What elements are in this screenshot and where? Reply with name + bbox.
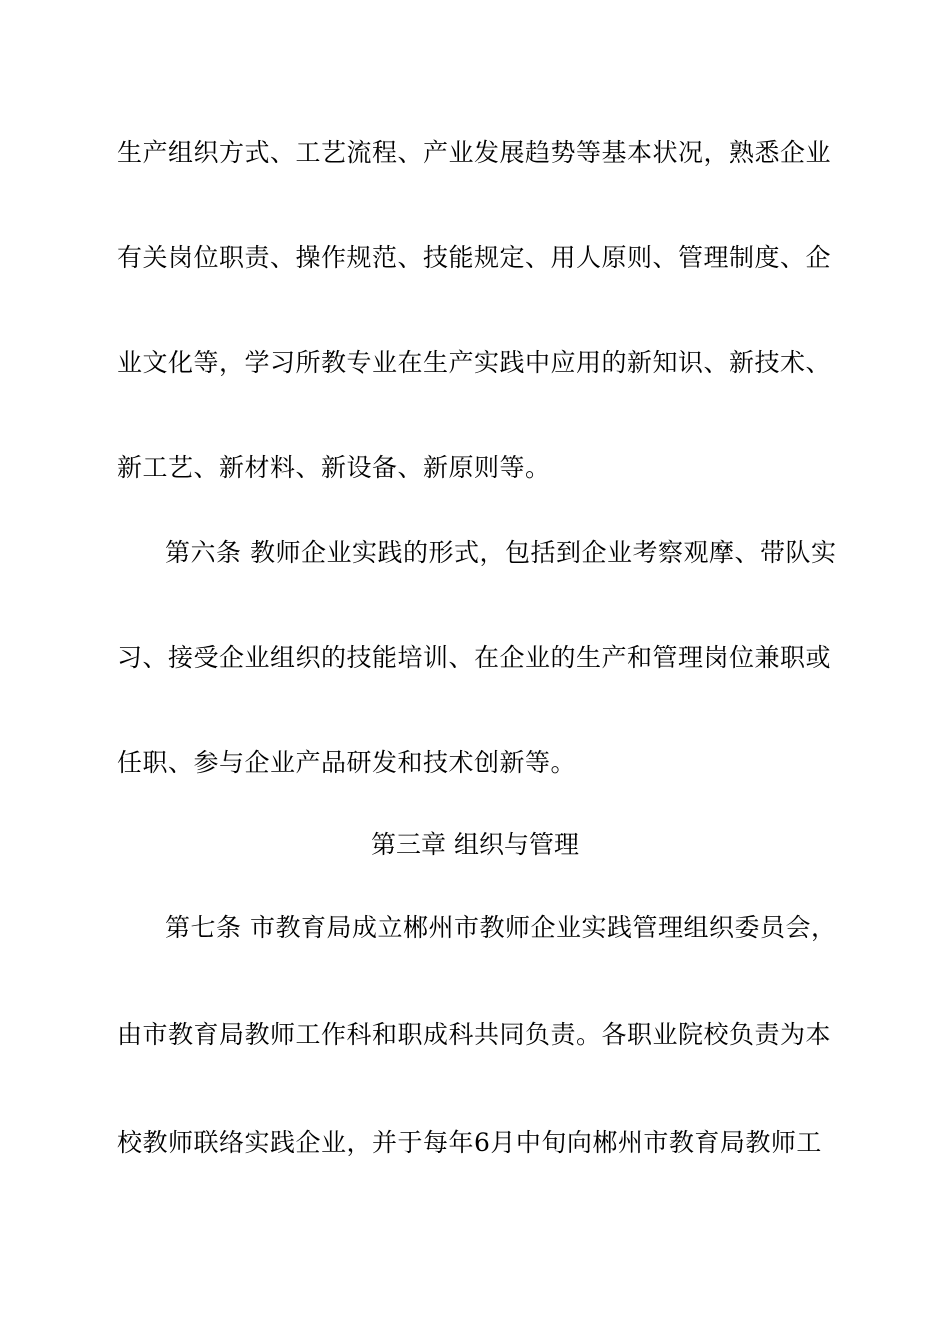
text-line-9: 由市教育局教师工作科和职成科共同负责。各职业院校负责为本 — [117, 1020, 832, 1049]
text-line-6: 习、接受企业组织的技能培训、在企业的生产和管理岗位兼职或 — [117, 643, 832, 672]
text-line-3: 业文化等，学习所教专业在生产实践中应用的新知识、新技术、 — [117, 348, 832, 377]
text-line-4: 新工艺、新材料、新设备、新原则等。 — [117, 453, 551, 482]
text-line-10: 校教师联络实践企业，并于每年6月中旬向郴州市教育局教师工 — [117, 1128, 822, 1157]
article-7-first-line: 第七条 市教育局成立郴州市教师企业实践管理组织委员会， — [165, 913, 837, 942]
text-line-2: 有关岗位职责、操作规范、技能规定、用人原则、管理制度、企 — [117, 243, 832, 272]
chapter-heading: 第三章 组织与管理 — [371, 830, 579, 859]
text-line-7: 任职、参与企业产品研发和技术创新等。 — [117, 748, 577, 777]
article-6-first-line: 第六条 教师企业实践的形式，包括到企业考察观摩、带队实 — [165, 538, 837, 567]
text-line-1: 生产组织方式、工艺流程、产业发展趋势等基本状况，熟悉企业 — [117, 138, 832, 167]
